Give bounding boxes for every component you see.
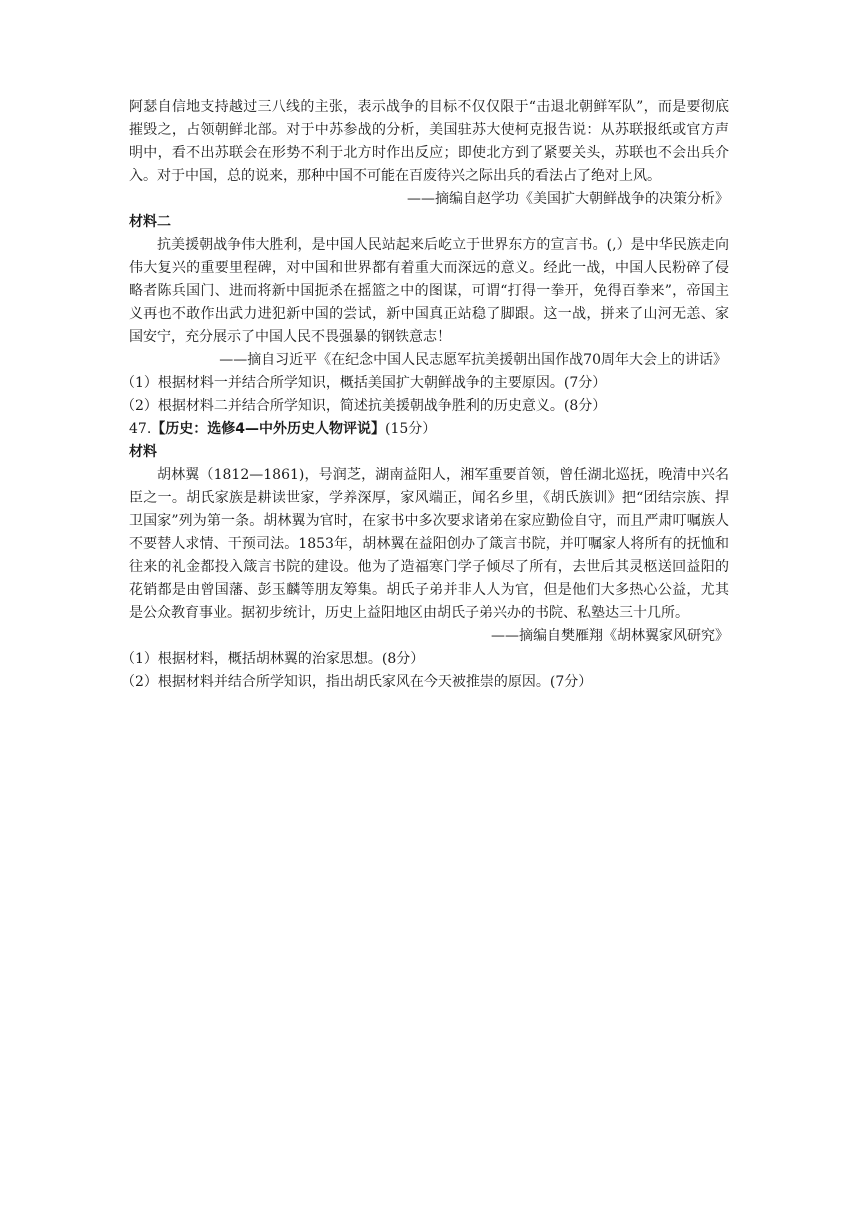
question-47-material-heading: 材料 <box>129 444 157 460</box>
material-two-heading: 材料二 <box>129 214 171 230</box>
question-47-points: (15分） <box>385 421 437 437</box>
question-47-number: 47. <box>129 421 152 437</box>
material-two-text: 抗美援朝战争伟大胜利，是中国人民站起来后屹立于世界东方的宣言书。(,）是中华民族走向伟大复兴的重要里程碑，对中国和世界都有着重大而深远的意义。经此一战，中国人民粉碎了侵略者陈兵国门、进而将新中国扼杀在摇篮之中的图谋，可谓“打得一拳开，免得百拳来”，帝国主义再也不敢作出武力进犯新中国的尝试，新中国真正站稳了脚跟。这一战，拼来了山河无恙、家国安宁，充分展示了中国人民不畏强暴的钢铁意志！ <box>129 237 729 345</box>
material-one-source: ——摘编自赵学功《美国扩大朝鲜战争的决策分析》 <box>407 191 729 207</box>
question-47-source: ——摘编自樊雁翔《胡林翼家风研究》 <box>491 628 729 644</box>
question-47-topic: 【历史：选修4—中外历史人物评说】 <box>151 421 386 437</box>
question-47-material-text: 胡林翼（1812—1861)，号润芝，湖南益阳人，湘军重要首领，曾任湖北巡抚，晚清中兴名臣之一。胡氏家族是耕读世家，学养深厚，家风端正，闻名乡里，《胡氏族训》把“团结宗族、捍卫国家”列为第一条。胡林翼为官时，在家书中多次要求诸弟在家应勤俭自守，而且严肃叮嘱族人不要替人求情、干预司法。1853年，胡林翼在益阳创办了箴言书院，并叮嘱家人将所有的抚恤和往来的礼金都投入箴言书院的建设。他为了造福寒门学子倾尽了所有，去世后其灵柩送回益阳的花销都是由曾国藩、彭玉麟等朋友筹集。胡氏子弟并非人人为官，但是他们大多热心公益，尤其是公众教育事业。据初步统计，历史上益阳地区由胡氏子弟兴办的书院、私塾达三十几所。 <box>129 467 729 621</box>
question-47-1: （1）根据材料，概括胡林翼的治家思想。(8分） <box>121 651 425 667</box>
material-two-source: ——摘自习近平《在纪念中国人民志愿军抗美援朝出国作战70周年大会上的讲话》 <box>219 352 727 368</box>
question-47-2: （2）根据材料并结合所学知识，指出胡氏家风在今天被推崇的原因。(7分） <box>121 674 593 690</box>
question-47-title <box>129 418 729 441</box>
question-46-2: （2）根据材料二并结合所学知识，简述抗美援朝战争胜利的历史意义。(8分） <box>121 398 607 414</box>
document-page <box>121 96 729 694</box>
question-46-1: （1）根据材料一并结合所学知识，概括美国扩大朝鲜战争的主要原因。(7分） <box>121 375 607 391</box>
material-one-continuation: 阿瑟自信地支持越过三八线的主张，表示战争的目标不仅仅限于“击退北朝鲜军队”，而是要彻底摧毁之，占领朝鲜北部。对于中苏参战的分析，美国驻苏大使柯克报告说：从苏联报纸或官方声明中，看不出苏联会在形势不利于北方时作出反应；即使北方到了紧要关头，苏联也不会出兵介入。对于中国，总的说来，那种中国不可能在百废待兴之际出兵的看法占了绝对上风。 <box>129 99 729 184</box>
